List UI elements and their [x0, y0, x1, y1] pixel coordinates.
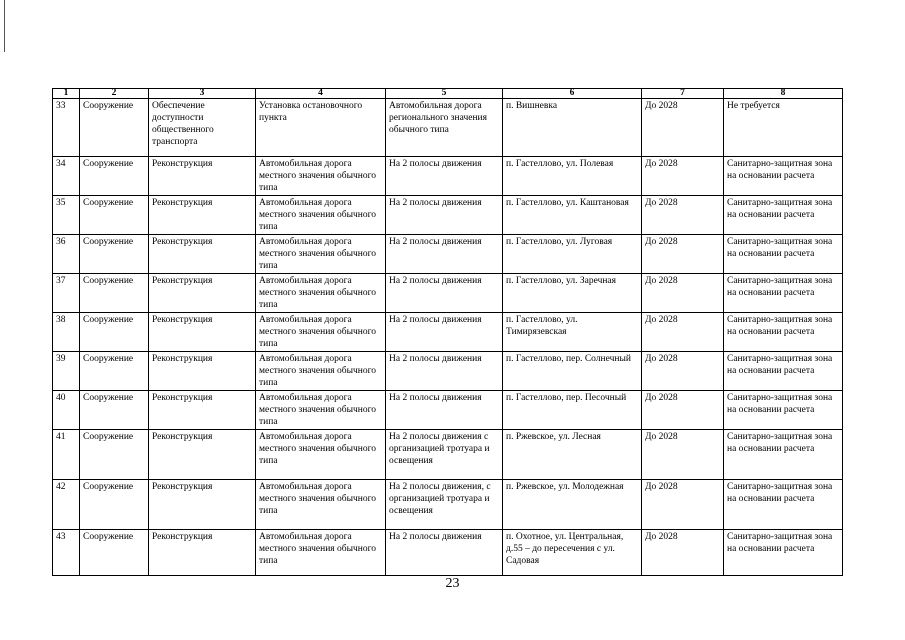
- table-row: [53, 480, 843, 530]
- cell-row-number: 41: [53, 430, 80, 480]
- cell-purpose: Обеспечение доступности общественного транспорта: [149, 99, 256, 157]
- cell-object-type: Сооружение: [80, 391, 149, 430]
- cell-characteristics: На 2 полосы движения: [386, 391, 503, 430]
- cell-location: п. Гастеллово, ул. Заречная: [503, 274, 642, 313]
- cell-zone: Санитарно-защитная зона на основании расчета: [724, 313, 843, 352]
- cell-zone: Санитарно-защитная зона на основании расчета: [724, 274, 843, 313]
- table-row: [53, 530, 843, 576]
- cell-object-name: Автомобильная дорога местного значения обычного типа: [256, 352, 386, 391]
- cell-deadline: До 2028: [642, 196, 724, 235]
- col-header-3: 3: [149, 89, 256, 99]
- table-row: [53, 352, 843, 391]
- table-row: [53, 235, 843, 274]
- table-row: [53, 313, 843, 352]
- cell-purpose: Реконструкция: [149, 157, 256, 196]
- cell-characteristics: На 2 полосы движения: [386, 196, 503, 235]
- cell-location: п. Гастеллово, ул. Луговая: [503, 235, 642, 274]
- cell-deadline: До 2028: [642, 480, 724, 530]
- col-header-5: 5: [386, 89, 503, 99]
- infrastructure-table: [52, 88, 843, 576]
- cell-zone: Санитарно-защитная зона на основании расчета: [724, 530, 843, 576]
- cell-row-number: 38: [53, 313, 80, 352]
- col-header-8: 8: [724, 89, 843, 99]
- table-row: [53, 196, 843, 235]
- col-header-2: 2: [80, 89, 149, 99]
- cell-location: п. Гастеллово, пер. Песочный: [503, 391, 642, 430]
- page-edge-mark: [0, 0, 5, 52]
- cell-purpose: Реконструкция: [149, 480, 256, 530]
- cell-deadline: До 2028: [642, 352, 724, 391]
- cell-deadline: До 2028: [642, 235, 724, 274]
- cell-purpose: Реконструкция: [149, 313, 256, 352]
- cell-characteristics: На 2 полосы движения: [386, 274, 503, 313]
- cell-row-number: 42: [53, 480, 80, 530]
- cell-object-name: Установка остановочного пункта: [256, 99, 386, 157]
- cell-zone: Санитарно-защитная зона на основании расчета: [724, 480, 843, 530]
- cell-characteristics: Автомобильная дорога регионального значения обычного типа: [386, 99, 503, 157]
- cell-location: п. Гастеллово, ул. Тимирязевская: [503, 313, 642, 352]
- cell-zone: Санитарно-защитная зона на основании расчета: [724, 196, 843, 235]
- table-row: [53, 274, 843, 313]
- cell-purpose: Реконструкция: [149, 196, 256, 235]
- cell-deadline: До 2028: [642, 313, 724, 352]
- table-row: [53, 99, 843, 157]
- col-header-6: 6: [503, 89, 642, 99]
- col-header-7: 7: [642, 89, 724, 99]
- cell-location: п. Вишневка: [503, 99, 642, 157]
- cell-zone: Санитарно-защитная зона на основании расчета: [724, 430, 843, 480]
- cell-deadline: До 2028: [642, 391, 724, 430]
- cell-purpose: Реконструкция: [149, 352, 256, 391]
- cell-deadline: До 2028: [642, 530, 724, 576]
- cell-object-name: Автомобильная дорога местного значения обычного типа: [256, 530, 386, 576]
- cell-purpose: Реконструкция: [149, 430, 256, 480]
- header-row: [53, 89, 843, 99]
- cell-purpose: Реконструкция: [149, 235, 256, 274]
- cell-object-name: Автомобильная дорога местного значения обычного типа: [256, 196, 386, 235]
- cell-object-type: Сооружение: [80, 430, 149, 480]
- cell-object-type: Сооружение: [80, 274, 149, 313]
- cell-characteristics: На 2 полосы движения: [386, 157, 503, 196]
- cell-object-name: Автомобильная дорога местного значения обычного типа: [256, 430, 386, 480]
- cell-characteristics: На 2 полосы движения с организацией тротуара и освещения: [386, 430, 503, 480]
- cell-row-number: 37: [53, 274, 80, 313]
- cell-location: п. Ржевское, ул. Лесная: [503, 430, 642, 480]
- cell-deadline: До 2028: [642, 157, 724, 196]
- cell-object-name: Автомобильная дорога местного значения обычного типа: [256, 480, 386, 530]
- cell-deadline: До 2028: [642, 430, 724, 480]
- cell-characteristics: На 2 полосы движения: [386, 235, 503, 274]
- page-number: 23: [445, 576, 460, 591]
- cell-location: п. Гастеллово, ул. Полевая: [503, 157, 642, 196]
- cell-characteristics: На 2 полосы движения, с организацией тротуара и освещения: [386, 480, 503, 530]
- col-header-1: 1: [53, 89, 80, 99]
- cell-location: п. Гастеллово, ул. Каштановая: [503, 196, 642, 235]
- cell-zone: Санитарно-защитная зона на основании расчета: [724, 352, 843, 391]
- cell-characteristics: На 2 полосы движения: [386, 313, 503, 352]
- cell-object-name: Автомобильная дорога местного значения обычного типа: [256, 391, 386, 430]
- cell-location: п. Гастеллово, пер. Солнечный: [503, 352, 642, 391]
- cell-row-number: 40: [53, 391, 80, 430]
- cell-object-type: Сооружение: [80, 99, 149, 157]
- table-row: [53, 391, 843, 430]
- cell-zone: Не требуется: [724, 99, 843, 157]
- cell-object-type: Сооружение: [80, 352, 149, 391]
- cell-purpose: Реконструкция: [149, 530, 256, 576]
- cell-row-number: 33: [53, 99, 80, 157]
- cell-deadline: До 2028: [642, 274, 724, 313]
- cell-characteristics: На 2 полосы движения: [386, 352, 503, 391]
- cell-row-number: 36: [53, 235, 80, 274]
- cell-row-number: 34: [53, 157, 80, 196]
- table-row: [53, 430, 843, 480]
- cell-object-type: Сооружение: [80, 313, 149, 352]
- cell-characteristics: На 2 полосы движения: [386, 530, 503, 576]
- cell-row-number: 35: [53, 196, 80, 235]
- cell-object-type: Сооружение: [80, 480, 149, 530]
- col-header-4: 4: [256, 89, 386, 99]
- cell-object-type: Сооружение: [80, 196, 149, 235]
- table-row: [53, 157, 843, 196]
- cell-object-name: Автомобильная дорога местного значения обычного типа: [256, 313, 386, 352]
- cell-purpose: Реконструкция: [149, 391, 256, 430]
- cell-location: п. Охотное, ул. Центральная, д.55 – до пересечения с ул. Садовая: [503, 530, 642, 576]
- cell-object-type: Сооружение: [80, 157, 149, 196]
- cell-zone: Санитарно-защитная зона на основании расчета: [724, 235, 843, 274]
- cell-zone: Санитарно-защитная зона на основании расчета: [724, 157, 843, 196]
- cell-row-number: 43: [53, 530, 80, 576]
- cell-purpose: Реконструкция: [149, 274, 256, 313]
- cell-location: п. Ржевское, ул. Молодежная: [503, 480, 642, 530]
- cell-object-name: Автомобильная дорога местного значения обычного типа: [256, 235, 386, 274]
- cell-zone: Санитарно-защитная зона на основании расчета: [724, 391, 843, 430]
- cell-object-type: Сооружение: [80, 235, 149, 274]
- cell-object-name: Автомобильная дорога местного значения обычного типа: [256, 274, 386, 313]
- cell-deadline: До 2028: [642, 99, 724, 157]
- cell-row-number: 39: [53, 352, 80, 391]
- cell-object-type: Сооружение: [80, 530, 149, 576]
- cell-object-name: Автомобильная дорога местного значения обычного типа: [256, 157, 386, 196]
